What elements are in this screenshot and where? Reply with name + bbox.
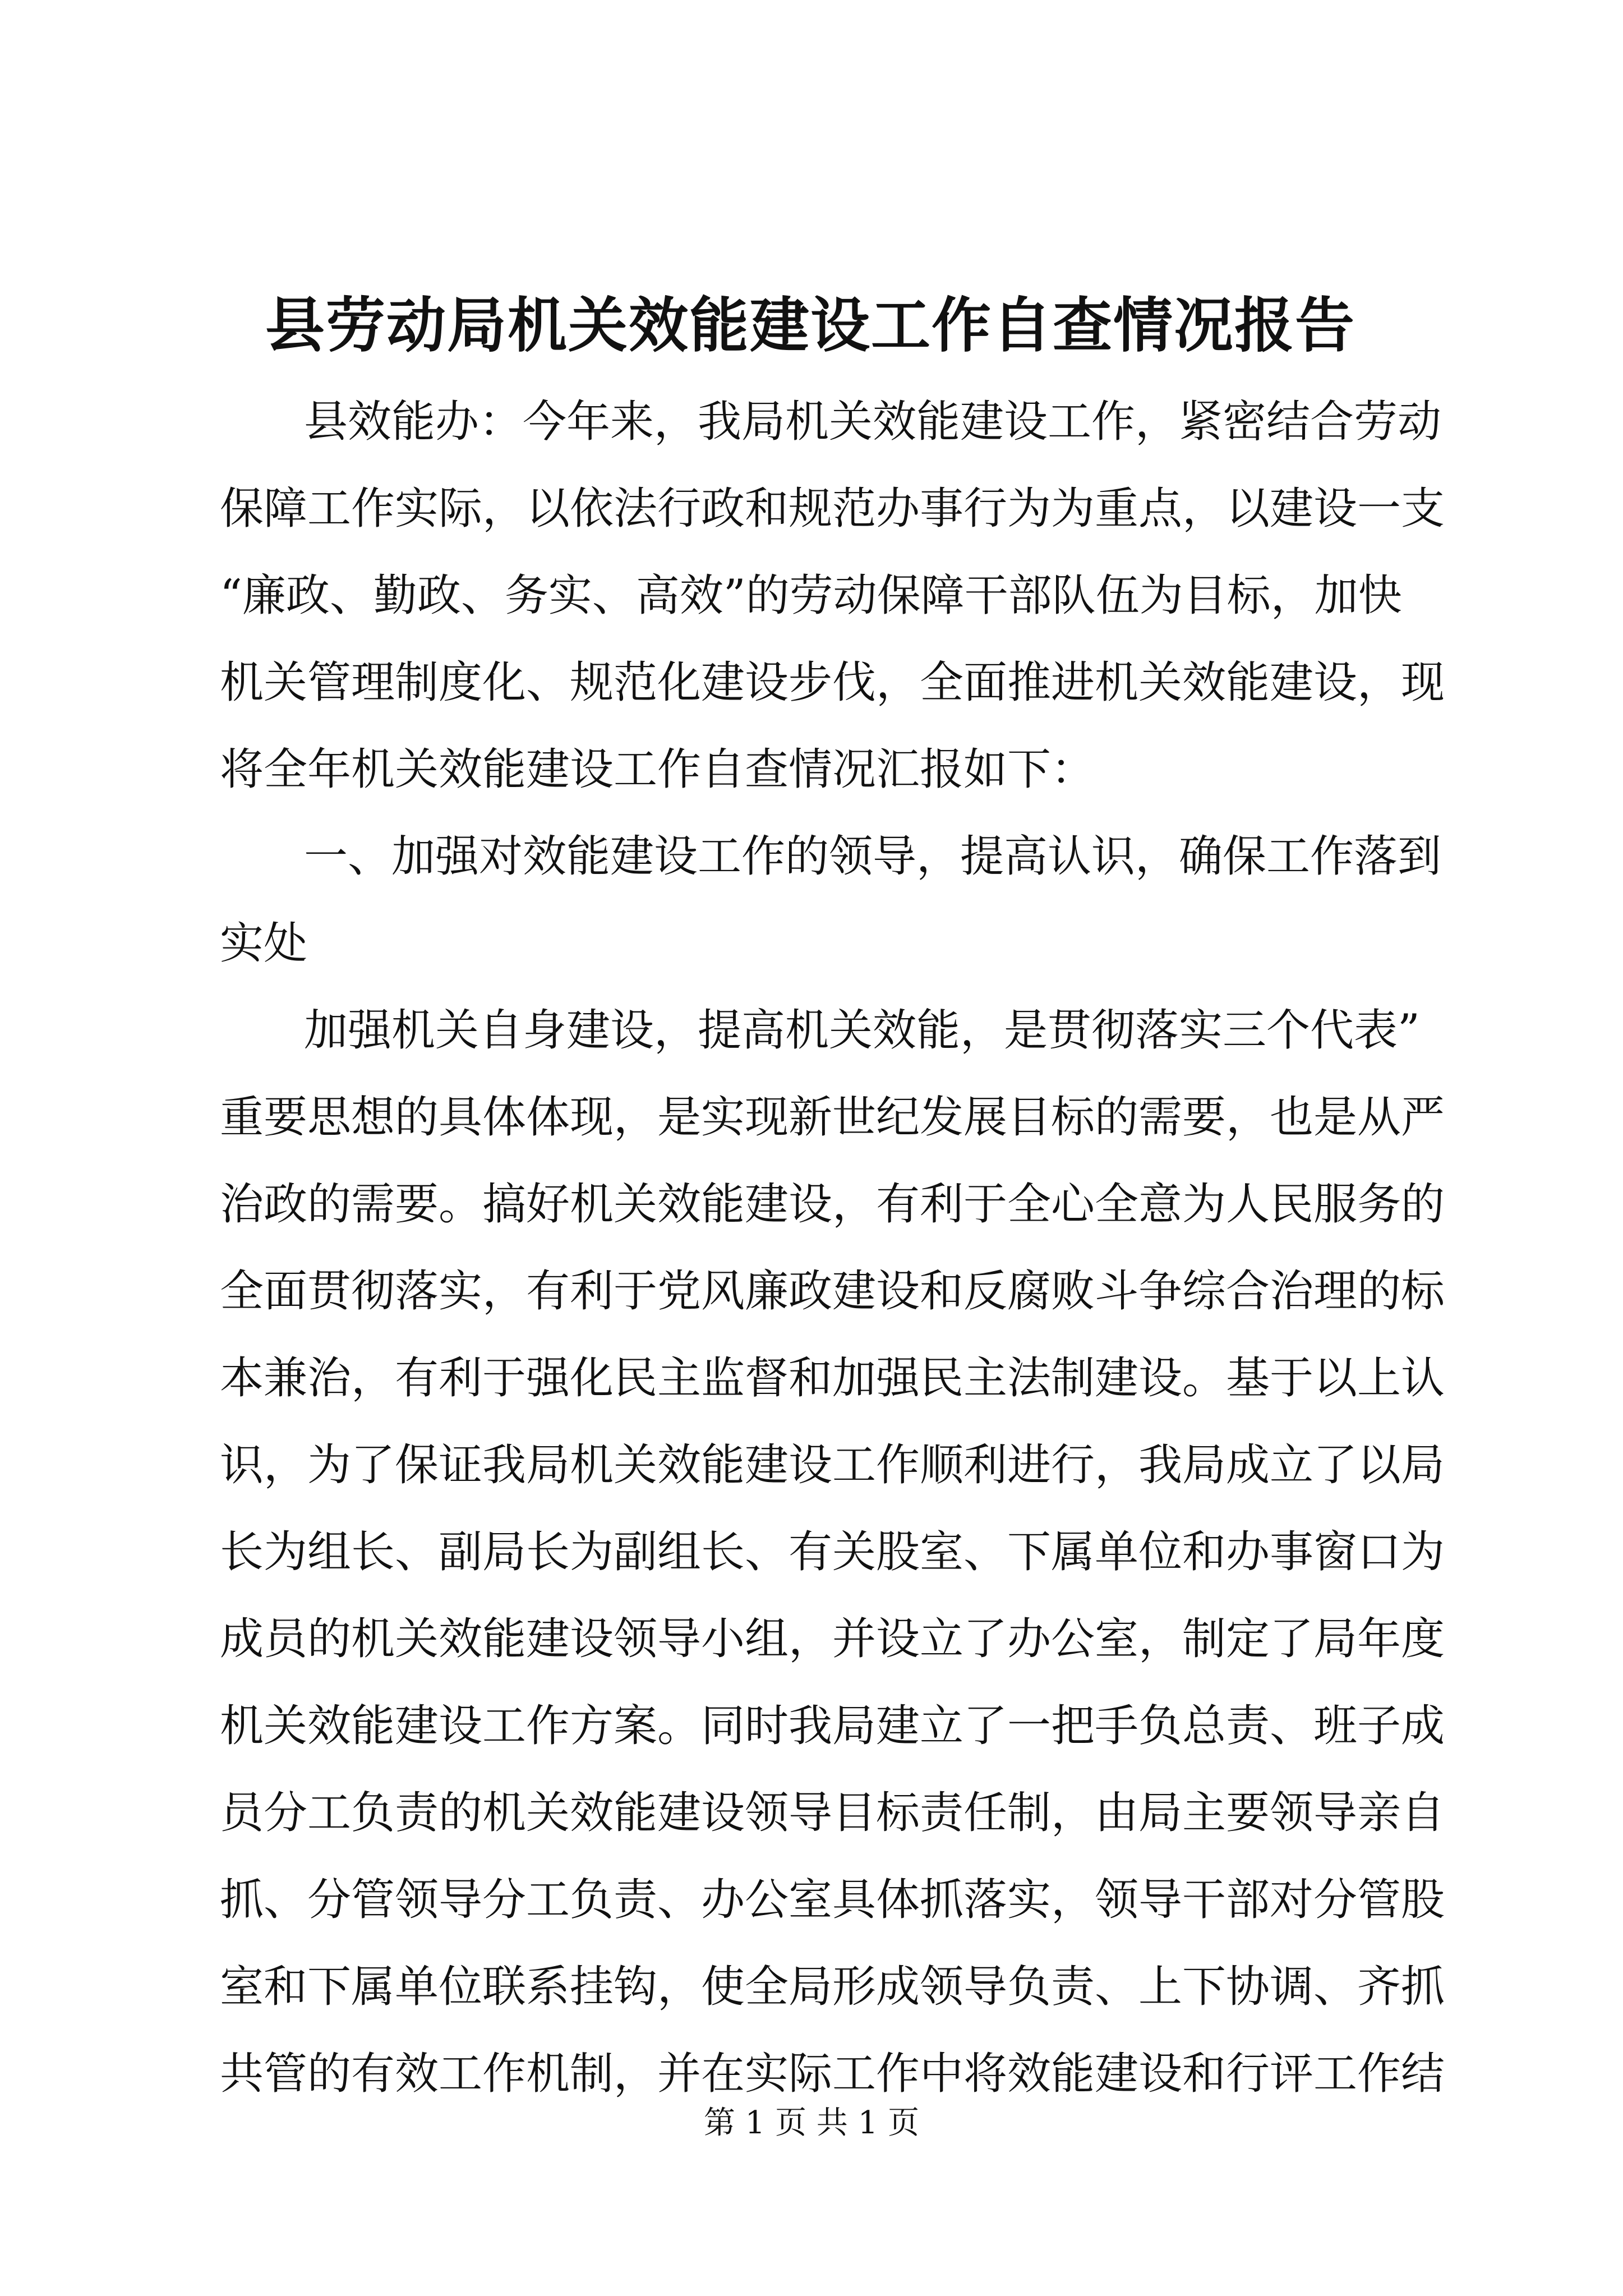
- paragraph-line: 员分工负责的机关效能建设领导目标责任制，由局主要领导亲自: [220, 1788, 1445, 1838]
- paragraph-line: 抓、分管领导分工负责、办公室具体抓落实，领导干部对分管股: [220, 1875, 1445, 1925]
- paragraph-line: 长为组长、副局长为副组长、有关股室、下属单位和办事窗口为: [220, 1527, 1445, 1577]
- paragraph-line: 识，为了保证我局机关效能建设工作顺利进行，我局成立了以局: [220, 1440, 1445, 1490]
- paragraph-line: 机关效能建设工作方案。同时我局建立了一把手负总责、班子成: [220, 1701, 1445, 1751]
- paragraph-line: 共管的有效工作机制，并在实际工作中将效能建设和行评工作结: [220, 2049, 1445, 2099]
- paragraph-line: 全面贯彻落实，有利于党风廉政建设和反腐败斗争综合治理的标: [220, 1266, 1445, 1317]
- page-footer: 第 1 页 共 1 页: [703, 2105, 920, 2141]
- paragraph-line: 保障工作实际，以依法行政和规范办事行为为重点，以建设一支: [220, 484, 1445, 534]
- paragraph-line: 加强机关自身建设，提高机关效能，是贯彻落实三个代表”: [304, 1005, 1420, 1056]
- paragraph-line: 重要思想的具体体现，是实现新世纪发展目标的需要，也是从严: [220, 1092, 1445, 1143]
- paragraph-line: 机关管理制度化、规范化建设步伐，全面推进机关效能建设，现: [220, 657, 1445, 708]
- section-heading-line: 实处: [220, 918, 308, 969]
- paragraph-line: 将全年机关效能建设工作自查情况汇报如下：: [220, 744, 1095, 795]
- paragraph-line: 成员的机关效能建设领导小组，并设立了办公室，制定了局年度: [220, 1614, 1445, 1664]
- paragraph-line: 室和下属单位联系挂钩，使全局形成领导负责、上下协调、齐抓: [220, 1962, 1445, 2012]
- section-heading-line: 一、加强对效能建设工作的领导，提高认识，确保工作落到: [304, 831, 1442, 882]
- document-title: 县劳动局机关效能建设工作自查情况报告: [265, 290, 1355, 360]
- paragraph-line: 本兼治，有利于强化民主监督和加强民主法制建设。基于以上认: [220, 1353, 1445, 1404]
- document-body: [220, 379, 1445, 2118]
- paragraph-line: 治政的需要。搞好机关效能建设，有利于全心全意为人民服务的: [220, 1179, 1445, 1230]
- paragraph-line: 县效能办：今年来，我局机关效能建设工作，紧密结合劳动: [304, 397, 1442, 447]
- paragraph-line: “廉政、勤政、务实、高效”的劳动保障干部队伍为目标，加快: [220, 570, 1402, 621]
